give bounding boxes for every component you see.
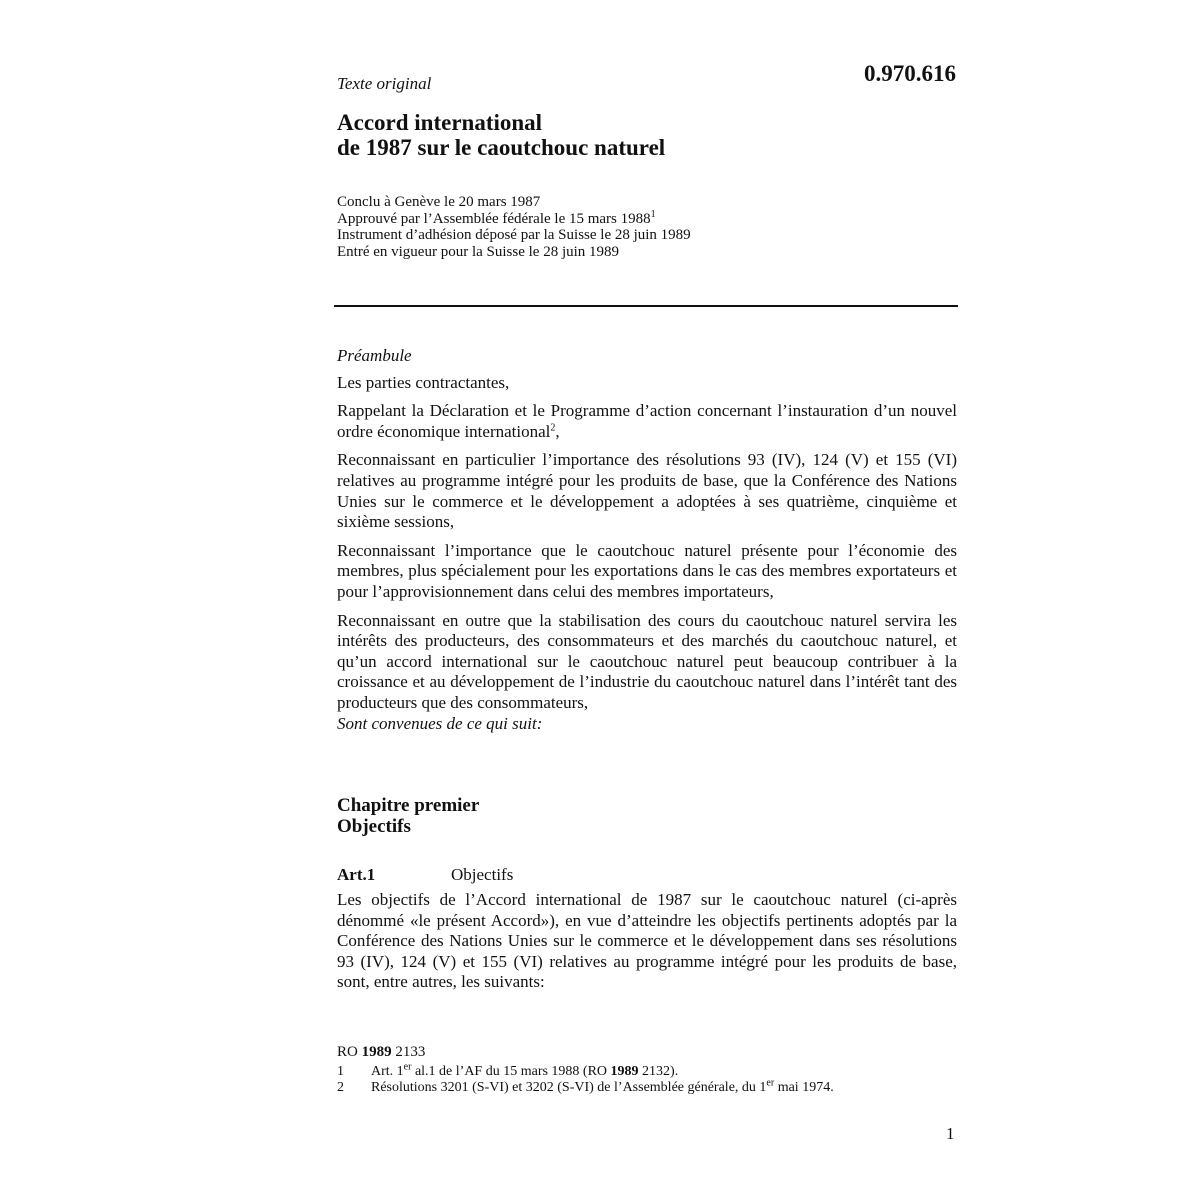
footnote-number: 1	[337, 1064, 344, 1079]
preamble-paragraph: Reconnaissant en outre que la stabilisation des cours du caoutchouc naturel servira les intérêts des producteurs, des consommateurs et des marchés du caoutchouc naturel, et qu’un accord international sur le caoutchouc naturel peut beaucoup contribuer à la croissance et au développement de l’industrie du caoutchouc naturel dans l’intérêt tant des producteurs que des consommateurs,	[337, 610, 957, 712]
article-paragraph: Les objectifs de l’Accord international de 1987 sur le caoutchouc naturel (ci-après dénommé «le présent Accord»), en vue d’atteindre les objectifs pertinents adoptés par la Conférence des Nations Unies sur le commerce et le développement dans ses résolutions 93 (IV), 124 (V) et 155 (VI) relatives au programme intégré pour les produits de base, sont, entre autres, les suivants:	[337, 890, 957, 992]
footnote-2: 2 Résolutions 3201 (S-VI) et 3202 (S-VI) de l’Assemblée générale, du 1er mai 1974.	[337, 1077, 834, 1095]
footnote-ref-1[interactable]: 1	[650, 208, 656, 220]
preamble-paragraph: Rappelant la Déclaration et le Programme d’action concernant l’instauration d’un nouvel ordre économique international$^2$,	[337, 401, 957, 441]
preamble-paragraph: Reconnaissant l’importance que le caoutchouc naturel présente pour l’économie des membres, plus spécialement pour les exportations dans le cas des membres exportateurs et pour l’approvisionnement dans celui des membres importateurs,	[337, 540, 957, 601]
preamble	[337, 346, 957, 734]
article-number: Art.1	[337, 865, 376, 884]
horizontal-divider	[334, 305, 958, 307]
original-text-label: Texte original	[337, 74, 432, 93]
chapter-heading	[337, 795, 479, 837]
preamble-heading: Préambule	[337, 346, 412, 365]
title-line-2: de 1987 sur le caoutchouc naturel	[337, 135, 666, 160]
meta-instrument: Instrument d’adhésion déposé par la Suisse le 28 juin 1989	[337, 227, 691, 243]
document-title	[337, 110, 665, 160]
article-title: Objectifs	[451, 865, 514, 884]
footnote-number: 2	[337, 1080, 344, 1095]
chapter-number: Chapitre premier	[337, 795, 480, 816]
meta-in-force: Entré en vigueur pour la Suisse le 28 juin 1989	[337, 243, 620, 260]
footnote-1: 1 Art. 1er al.1 de l’AF du 15 mars 1988 (RO 1989 2132).	[337, 1061, 679, 1079]
meta-concluded: Conclu à Genève le 20 mars 1987	[337, 194, 541, 210]
chapter-title: Objectifs	[337, 816, 411, 837]
document-metadata	[337, 194, 691, 260]
article-body	[337, 890, 957, 1001]
preamble-paragraph: Les parties contractantes,	[337, 372, 510, 392]
sr-number: 0.970.616	[864, 61, 956, 86]
title-line-1: Accord international	[337, 110, 543, 135]
footnote-ref-2[interactable]: 2	[550, 422, 556, 434]
page-number: 1	[946, 1124, 955, 1143]
meta-approved: Approuvé par l’Assemblée fédérale le 15 mars 1988$^1$	[337, 208, 656, 227]
preamble-paragraph: Reconnaissant en particulier l’importance des résolutions 93 (IV), 124 (V) et 155 (VI) relatives au programme intégré pour les produits de base, que la Conférence des Nations Unies sur le commerce et le développement a adoptées à ses quatrième, cinquième et sixième sessions,	[337, 450, 957, 532]
article-heading	[337, 864, 957, 886]
ro-reference: RO 1989 2133	[337, 1044, 426, 1060]
preamble-closing: Sont convenues de ce qui suit:	[337, 713, 543, 733]
